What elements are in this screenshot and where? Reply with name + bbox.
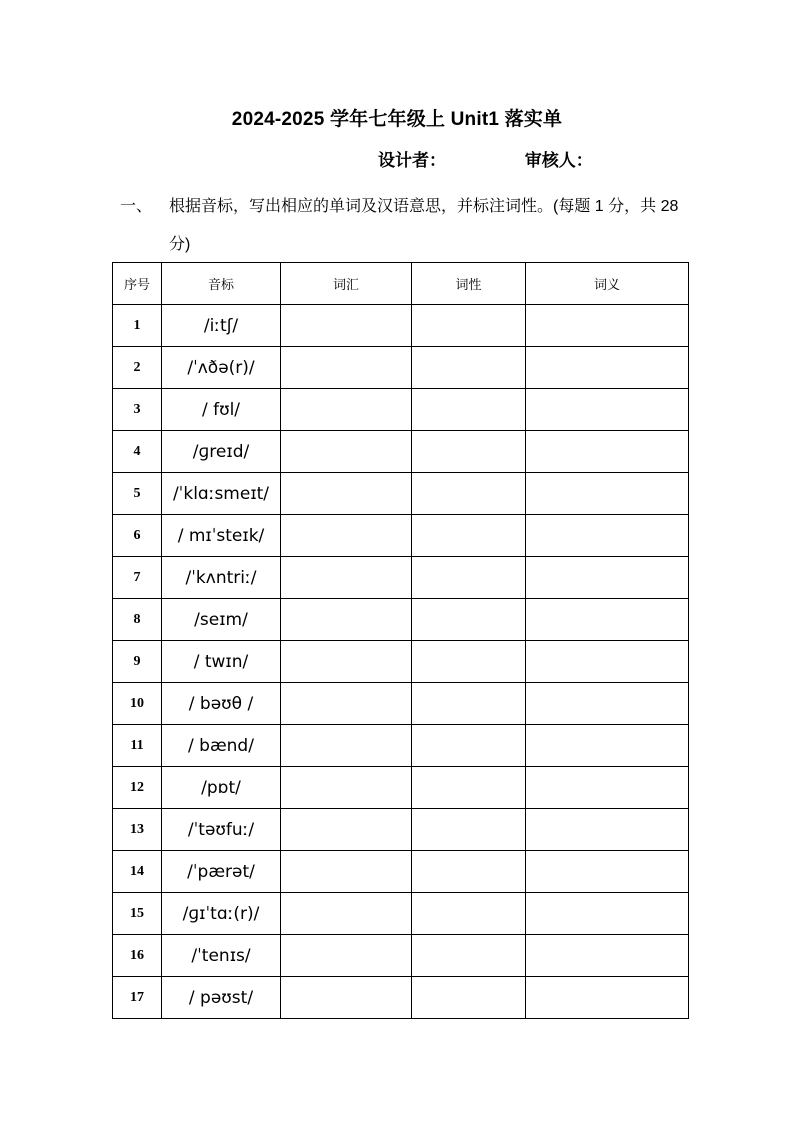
- row-number: 12: [113, 767, 162, 809]
- table-row: [113, 935, 689, 977]
- column-header-part-of-speech: 词性: [412, 263, 526, 305]
- roles-line: [378, 146, 593, 171]
- part-of-speech-answer-cell[interactable]: [412, 473, 526, 515]
- row-number: 5: [113, 473, 162, 515]
- word-answer-cell[interactable]: [281, 305, 412, 347]
- meaning-answer-cell[interactable]: [526, 641, 689, 683]
- phonetic-cell: /iːtʃ/: [162, 305, 281, 347]
- word-answer-cell[interactable]: [281, 935, 412, 977]
- page-title: 2024-2025 学年七年级上 Unit1 落实单: [231, 109, 563, 130]
- word-answer-cell[interactable]: [281, 851, 412, 893]
- row-number: 1: [113, 305, 162, 347]
- part-of-speech-answer-cell[interactable]: [412, 809, 526, 851]
- phonetic-cell: / bænd/: [162, 725, 281, 767]
- meaning-answer-cell[interactable]: [526, 347, 689, 389]
- word-answer-cell[interactable]: [281, 725, 412, 767]
- column-header-phonetic: 音标: [162, 263, 281, 305]
- row-number: 9: [113, 641, 162, 683]
- row-number: 14: [113, 851, 162, 893]
- table-row: [113, 767, 689, 809]
- meaning-answer-cell[interactable]: [526, 683, 689, 725]
- reviewer-label: 审核人：: [524, 151, 593, 170]
- table-row: [113, 347, 689, 389]
- vocabulary-table: [112, 262, 689, 1019]
- part-of-speech-answer-cell[interactable]: [412, 893, 526, 935]
- word-answer-cell[interactable]: [281, 767, 412, 809]
- meaning-answer-cell[interactable]: [526, 515, 689, 557]
- meaning-answer-cell[interactable]: [526, 473, 689, 515]
- phonetic-cell: / mɪˈsteɪk/: [162, 515, 281, 557]
- part-of-speech-answer-cell[interactable]: [412, 431, 526, 473]
- table-row: [113, 557, 689, 599]
- part-of-speech-answer-cell[interactable]: [412, 851, 526, 893]
- table-row: [113, 725, 689, 767]
- word-answer-cell[interactable]: [281, 515, 412, 557]
- row-number: 10: [113, 683, 162, 725]
- table-row: [113, 641, 689, 683]
- word-answer-cell[interactable]: [281, 431, 412, 473]
- part-of-speech-answer-cell[interactable]: [412, 305, 526, 347]
- word-answer-cell[interactable]: [281, 599, 412, 641]
- word-answer-cell[interactable]: [281, 473, 412, 515]
- table-row: [113, 683, 689, 725]
- designer-label: 设计者：: [378, 151, 446, 170]
- section-number: 一、: [120, 198, 153, 215]
- row-number: 8: [113, 599, 162, 641]
- phonetic-cell: /ˈtenɪs/: [162, 935, 281, 977]
- phonetic-cell: /ˈklɑːsmeɪt/: [162, 473, 281, 515]
- phonetic-cell: / twɪn/: [162, 641, 281, 683]
- row-number: 3: [113, 389, 162, 431]
- meaning-answer-cell[interactable]: [526, 851, 689, 893]
- phonetic-cell: /ˈkʌntriː/: [162, 557, 281, 599]
- meaning-answer-cell[interactable]: [526, 305, 689, 347]
- phonetic-cell: / pəʊst/: [162, 977, 281, 1019]
- column-header-meaning: 词义: [526, 263, 689, 305]
- row-number: 17: [113, 977, 162, 1019]
- table-row: [113, 389, 689, 431]
- row-number: 15: [113, 893, 162, 935]
- row-number: 16: [113, 935, 162, 977]
- word-answer-cell[interactable]: [281, 893, 412, 935]
- meaning-answer-cell[interactable]: [526, 767, 689, 809]
- part-of-speech-answer-cell[interactable]: [412, 515, 526, 557]
- phonetic-cell: /ˈʌðə(r)/: [162, 347, 281, 389]
- table-row: [113, 305, 689, 347]
- phonetic-cell: / bəʊθ /: [162, 683, 281, 725]
- meaning-answer-cell[interactable]: [526, 725, 689, 767]
- word-answer-cell[interactable]: [281, 389, 412, 431]
- word-answer-cell[interactable]: [281, 557, 412, 599]
- meaning-answer-cell[interactable]: [526, 389, 689, 431]
- meaning-answer-cell[interactable]: [526, 977, 689, 1019]
- phonetic-cell: /ɡɪˈtɑː(r)/: [162, 893, 281, 935]
- table-row: [113, 893, 689, 935]
- word-answer-cell[interactable]: [281, 347, 412, 389]
- meaning-answer-cell[interactable]: [526, 431, 689, 473]
- table-row: [113, 515, 689, 557]
- phonetic-cell: /seɪm/: [162, 599, 281, 641]
- row-number: 6: [113, 515, 162, 557]
- row-number: 2: [113, 347, 162, 389]
- part-of-speech-answer-cell[interactable]: [412, 641, 526, 683]
- part-of-speech-answer-cell[interactable]: [412, 935, 526, 977]
- meaning-answer-cell[interactable]: [526, 893, 689, 935]
- row-number: 7: [113, 557, 162, 599]
- part-of-speech-answer-cell[interactable]: [412, 977, 526, 1019]
- table-row: [113, 599, 689, 641]
- column-header-word: 词汇: [281, 263, 412, 305]
- meaning-answer-cell[interactable]: [526, 809, 689, 851]
- column-header-number: 序号: [113, 263, 162, 305]
- table-row: [113, 977, 689, 1019]
- instruction-text: 根据音标，写出相应的单词及汉语意思，并标注词性。(每题 1 分，共 28 分): [169, 198, 679, 253]
- word-answer-cell[interactable]: [281, 641, 412, 683]
- phonetic-cell: / fʊl/: [162, 389, 281, 431]
- row-number: 11: [113, 725, 162, 767]
- part-of-speech-answer-cell[interactable]: [412, 347, 526, 389]
- meaning-answer-cell[interactable]: [526, 935, 689, 977]
- word-answer-cell[interactable]: [281, 977, 412, 1019]
- table-row: [113, 473, 689, 515]
- word-answer-cell[interactable]: [281, 809, 412, 851]
- part-of-speech-answer-cell[interactable]: [412, 599, 526, 641]
- phonetic-cell: /ˈtəʊfuː/: [162, 809, 281, 851]
- word-answer-cell[interactable]: [281, 683, 412, 725]
- table-header-row: [113, 263, 689, 305]
- part-of-speech-answer-cell[interactable]: [412, 725, 526, 767]
- part-of-speech-answer-cell[interactable]: [412, 683, 526, 725]
- table-row: [113, 431, 689, 473]
- phonetic-cell: /ˈpærət/: [162, 851, 281, 893]
- meaning-answer-cell[interactable]: [526, 599, 689, 641]
- table-row: [113, 809, 689, 851]
- table-row: [113, 851, 689, 893]
- phonetic-cell: /pɒt/: [162, 767, 281, 809]
- part-of-speech-answer-cell[interactable]: [412, 389, 526, 431]
- meaning-answer-cell[interactable]: [526, 557, 689, 599]
- row-number: 13: [113, 809, 162, 851]
- part-of-speech-answer-cell[interactable]: [412, 767, 526, 809]
- phonetic-cell: /ɡreɪd/: [162, 431, 281, 473]
- part-of-speech-answer-cell[interactable]: [412, 557, 526, 599]
- row-number: 4: [113, 431, 162, 473]
